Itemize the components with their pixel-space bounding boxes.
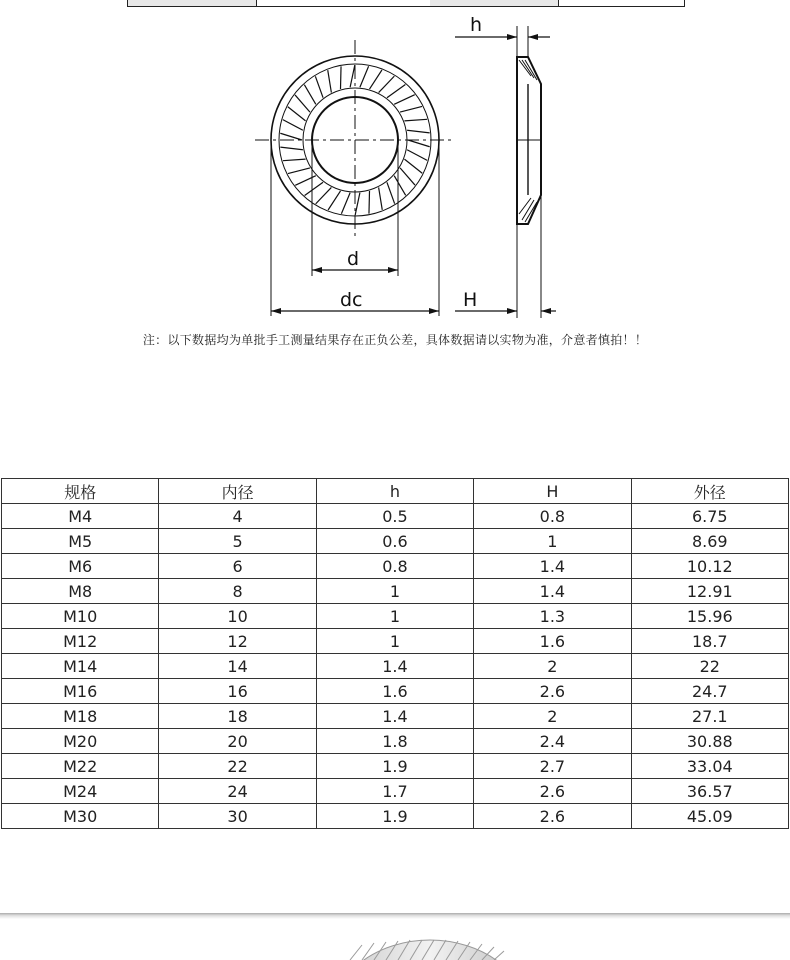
serration-tooth <box>316 187 332 203</box>
table-cell: M12 <box>2 629 159 654</box>
column-header: 规格 <box>2 479 159 504</box>
table-cell: 18 <box>159 704 316 729</box>
table-row <box>2 804 789 829</box>
table-cell: 2.6 <box>474 679 631 704</box>
table-cell: 2.6 <box>474 779 631 804</box>
serration-tooth <box>408 140 430 147</box>
table-cell: 2 <box>474 654 631 679</box>
serration-tooth <box>288 168 310 174</box>
serration-tooth <box>400 168 415 185</box>
table-cell: 0.5 <box>316 504 473 529</box>
serration-tooth <box>379 76 395 92</box>
table-row <box>2 679 789 704</box>
serration-tooth <box>304 85 315 105</box>
table-row <box>2 629 789 654</box>
table-cell: 14 <box>159 654 316 679</box>
table-cell: 1.4 <box>316 704 473 729</box>
table-cell: 6 <box>159 554 316 579</box>
serration-tooth <box>407 150 427 161</box>
table-cell: 12 <box>159 629 316 654</box>
table-cell: 15.96 <box>631 604 788 629</box>
serration-tooth <box>369 191 370 214</box>
table-cell: M6 <box>2 554 159 579</box>
table-cell: M10 <box>2 604 159 629</box>
column-header: 外径 <box>631 479 788 504</box>
table-cell: 1.6 <box>474 629 631 654</box>
table-cell: 1 <box>316 604 473 629</box>
table-row <box>2 704 789 729</box>
serration-tooth <box>394 176 405 196</box>
table-cell: 1.4 <box>474 579 631 604</box>
serration-tooth <box>295 95 310 112</box>
table-cell: 6.75 <box>631 504 788 529</box>
table-cell: 18.7 <box>631 629 788 654</box>
table-cell: 30 <box>159 804 316 829</box>
dc-label: dc <box>340 289 363 311</box>
serration-tooth <box>295 176 316 186</box>
table-cell: 2.7 <box>474 754 631 779</box>
serration-tooth <box>283 120 303 131</box>
table-row <box>2 579 789 604</box>
table-cell: 1.9 <box>316 804 473 829</box>
table-cell: 1.8 <box>316 729 473 754</box>
serration-tooth <box>280 133 302 140</box>
measurement-note: 注：以下数据均为单批手工测量结果存在正负公差，具体数据请以实物为准，介意者慎拍！！ <box>142 333 648 347</box>
table-cell: 1.4 <box>316 654 473 679</box>
table-cell: 22 <box>159 754 316 779</box>
table-cell: M14 <box>2 654 159 679</box>
table-row <box>2 529 789 554</box>
serration-tooth <box>305 182 323 195</box>
serration-tooth <box>379 187 383 209</box>
table-cell: 0.8 <box>316 554 473 579</box>
table-header-row <box>2 479 789 504</box>
spec-table <box>1 478 789 829</box>
table-row <box>2 504 789 529</box>
table-cell: 45.09 <box>631 804 788 829</box>
table-cell: M30 <box>2 804 159 829</box>
table-row <box>2 554 789 579</box>
serration-tooth <box>283 159 306 161</box>
table-cell: 1.6 <box>316 679 473 704</box>
table-cell: 1.3 <box>474 604 631 629</box>
table-row <box>2 729 789 754</box>
table-cell: 8.69 <box>631 529 788 554</box>
table-cell: 1.7 <box>316 779 473 804</box>
serration-tooth <box>387 182 395 203</box>
table-cell: 1 <box>474 529 631 554</box>
table-cell: 22 <box>631 654 788 679</box>
table-cell: 2.6 <box>474 804 631 829</box>
serration-tooth <box>360 66 369 87</box>
table-cell: 16 <box>159 679 316 704</box>
serration-tooth <box>370 70 382 89</box>
table-cell: 10 <box>159 604 316 629</box>
table-cell: M16 <box>2 679 159 704</box>
table-cell: M8 <box>2 579 159 604</box>
table-cell: 10.12 <box>631 554 788 579</box>
H-label: H <box>463 289 478 311</box>
h-label: h <box>470 14 483 36</box>
column-header: h <box>316 479 473 504</box>
table-cell: 2 <box>474 704 631 729</box>
serration-tooth <box>400 106 422 112</box>
table-cell: 24.7 <box>631 679 788 704</box>
table-body <box>2 504 789 829</box>
table-cell: 12.91 <box>631 579 788 604</box>
table-cell: 0.8 <box>474 504 631 529</box>
table-cell: 20 <box>159 729 316 754</box>
table-cell: M20 <box>2 729 159 754</box>
table-row <box>2 654 789 679</box>
serration-tooth <box>315 76 323 97</box>
table-cell: 4 <box>159 504 316 529</box>
washer-photo <box>0 925 790 960</box>
table-cell: 33.04 <box>631 754 788 779</box>
serration-tooth <box>341 193 350 214</box>
serration-tooth <box>288 107 306 121</box>
serration-tooth <box>355 193 360 215</box>
serration-tooth <box>350 65 355 87</box>
table-cell: 24 <box>159 779 316 804</box>
serration-tooth <box>407 130 430 133</box>
table-cell: M22 <box>2 754 159 779</box>
washer-technical-drawing <box>0 0 790 330</box>
table-cell: 1.9 <box>316 754 473 779</box>
table-row <box>2 604 789 629</box>
table-row <box>2 754 789 779</box>
table-cell: M5 <box>2 529 159 554</box>
table-cell: 1 <box>316 629 473 654</box>
d-label: d <box>347 248 360 270</box>
table-cell: 8 <box>159 579 316 604</box>
serration-tooth <box>404 119 427 121</box>
column-header: 内径 <box>159 479 316 504</box>
table-cell: 30.88 <box>631 729 788 754</box>
serration-tooth <box>328 70 332 92</box>
table-cell: 36.57 <box>631 779 788 804</box>
table-cell: 0.6 <box>316 529 473 554</box>
column-header: H <box>474 479 631 504</box>
table-cell: 27.1 <box>631 704 788 729</box>
table-cell: M18 <box>2 704 159 729</box>
table-cell: 1.4 <box>474 554 631 579</box>
serration-tooth <box>280 147 303 150</box>
serration-tooth <box>328 191 340 210</box>
table-cell: 1 <box>316 579 473 604</box>
table-cell: M4 <box>2 504 159 529</box>
table-cell: 2.4 <box>474 729 631 754</box>
table-cell: M24 <box>2 779 159 804</box>
serration-tooth <box>340 66 341 89</box>
section-divider <box>0 913 790 919</box>
table-cell: 5 <box>159 529 316 554</box>
serration-tooth <box>404 159 422 173</box>
table-row <box>2 779 789 804</box>
serration-tooth <box>387 84 405 97</box>
serration-tooth <box>394 95 415 105</box>
